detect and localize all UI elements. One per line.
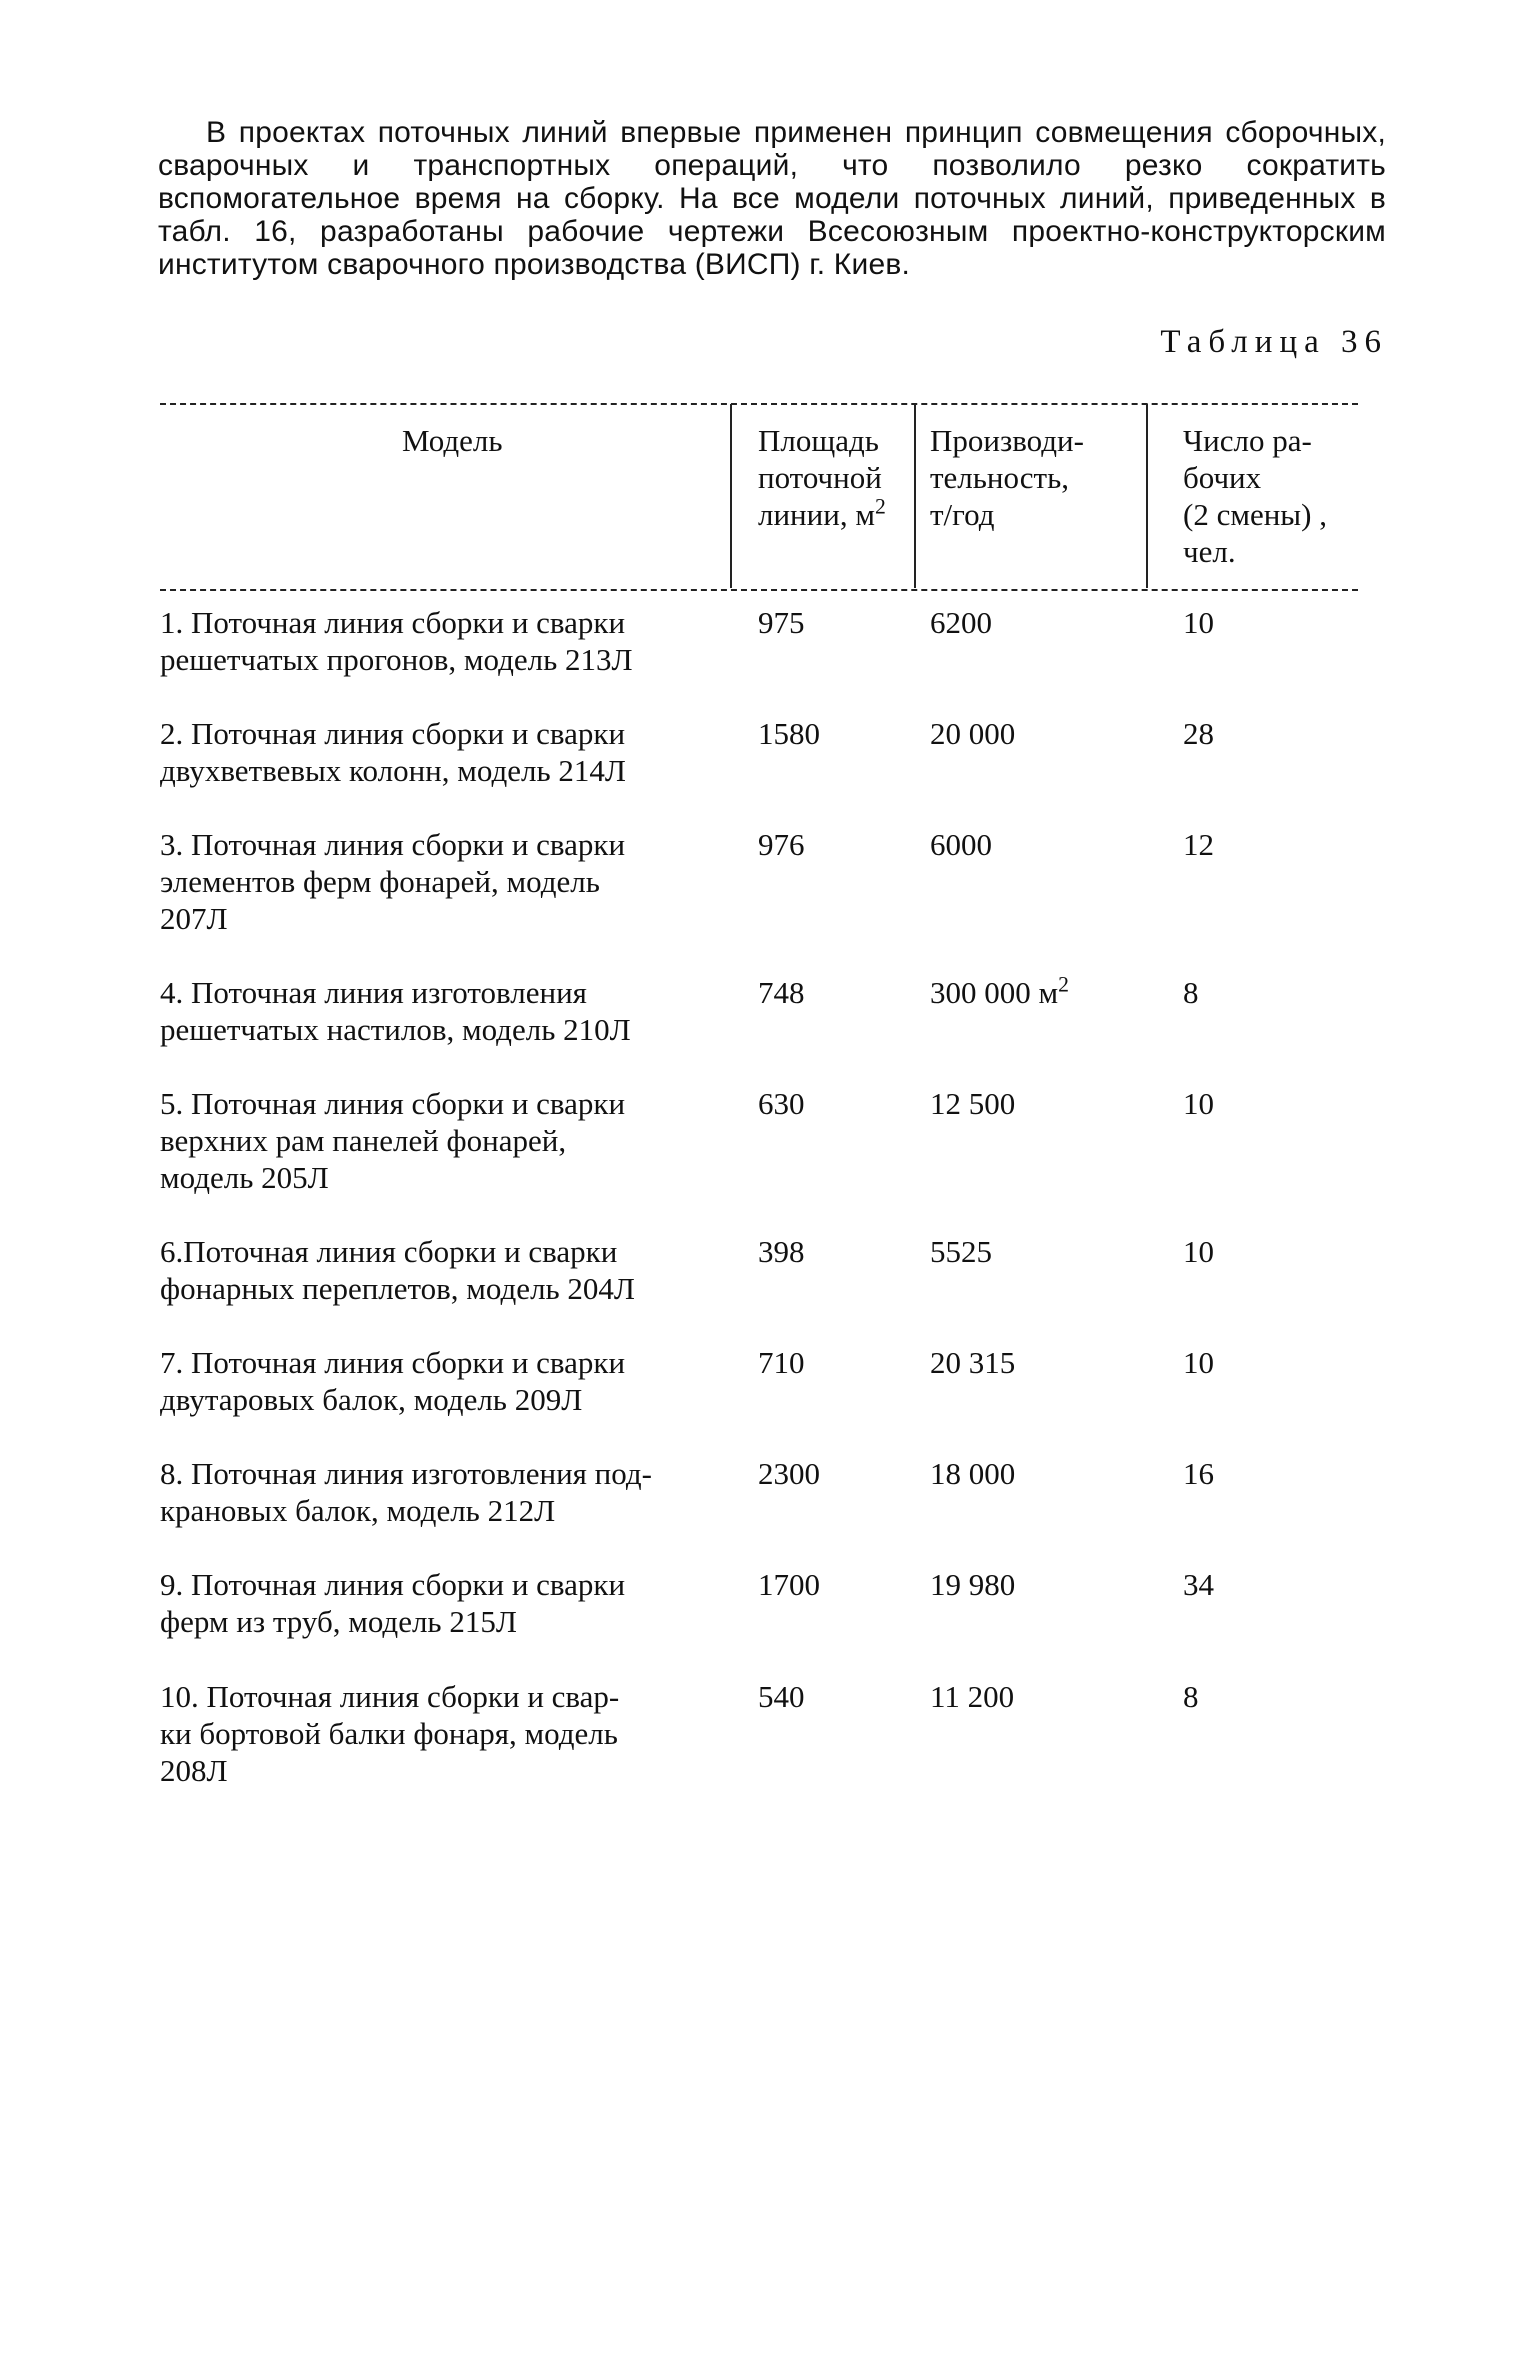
- row-productivity-value: 20 000: [930, 716, 1016, 751]
- row-model: [160, 715, 735, 789]
- row-productivity: [930, 1344, 1015, 1381]
- row-productivity: [930, 1566, 1015, 1603]
- column-divider-3: [1146, 404, 1148, 588]
- header-productivity-line-3: т/год: [930, 497, 995, 532]
- row-workers: 34: [1183, 1567, 1214, 1602]
- row-productivity-value: 11 200: [930, 1679, 1015, 1714]
- row-productivity-value: 5525: [930, 1234, 992, 1269]
- row-model-line: 2. Поточная линия сборки и сварки: [160, 716, 626, 751]
- table-header-rule: [160, 589, 1358, 591]
- row-productivity: [930, 1455, 1015, 1492]
- row-model-line: фонарных переплетов, модель 204Л: [160, 1271, 635, 1306]
- row-model-line: 10. Поточная линия сборки и свар-: [160, 1679, 620, 1714]
- intro-paragraph: В проектах поточных линий впервые применен принцип совмещения сборочных, сварочных и транспортных операций, что позволило резко сократить вспомогательное время на сборку. На все модели поточных линий, приведенных в табл. 16, разработаны рабочие чертежи Всесоюзным проектно-конструкторским институтом сварочного производства (ВИСП) г. Киев.: [158, 116, 1386, 281]
- row-model-line: ки бортовой балки фонаря, модель: [160, 1716, 618, 1751]
- row-model-line: 8. Поточная линия изготовления под-: [160, 1456, 652, 1491]
- row-workers: 8: [1183, 975, 1199, 1010]
- row-workers: 16: [1183, 1456, 1214, 1491]
- row-model-line: 207Л: [160, 901, 228, 936]
- row-model-line: 3. Поточная линия сборки и сварки: [160, 827, 626, 862]
- row-productivity-value: 12 500: [930, 1086, 1016, 1121]
- row-productivity: [930, 715, 1015, 752]
- row-workers: 10: [1183, 1234, 1214, 1269]
- row-area: 975: [758, 605, 805, 640]
- header-model: Модель: [402, 423, 503, 458]
- row-model-line: 4. Поточная линия изготовления: [160, 975, 587, 1010]
- row-model-line: верхних рам панелей фонарей,: [160, 1123, 567, 1158]
- row-area: 748: [758, 975, 805, 1010]
- row-model-line: решетчатых настилов, модель 210Л: [160, 1012, 631, 1047]
- header-area-text: линии, м: [758, 497, 875, 532]
- row-model: [160, 974, 735, 1048]
- row-model-line: модель 205Л: [160, 1160, 329, 1195]
- row-productivity: [930, 604, 992, 641]
- row-productivity: [930, 1678, 1014, 1715]
- header-workers-line-4: чел.: [1183, 534, 1236, 569]
- row-model-line: 1. Поточная линия сборки и сварки: [160, 605, 626, 640]
- row-area: 540: [758, 1679, 805, 1714]
- table-title: Таблица 36: [1160, 324, 1388, 360]
- row-workers: 12: [1183, 827, 1214, 862]
- row-model-line: 6.Поточная линия сборки и сварки: [160, 1234, 618, 1269]
- row-area: 1580: [758, 716, 820, 751]
- row-productivity-value: 19 980: [930, 1567, 1016, 1602]
- row-productivity-superscript: 2: [1058, 972, 1069, 997]
- row-model-line: 7. Поточная линия сборки и сварки: [160, 1345, 626, 1380]
- row-productivity-value: 18 000: [930, 1456, 1016, 1491]
- row-workers: 10: [1183, 1345, 1214, 1380]
- row-workers: 10: [1183, 1086, 1214, 1121]
- row-productivity-value: 6000: [930, 827, 992, 862]
- column-divider-2: [914, 404, 916, 588]
- header-productivity-line-1: Производи-: [930, 423, 1084, 458]
- row-model-line: крановых балок, модель 212Л: [160, 1493, 556, 1528]
- row-productivity-value: 20 315: [930, 1345, 1016, 1380]
- row-model: [160, 1455, 735, 1529]
- header-productivity: [930, 422, 1084, 533]
- header-area-line-1: Площадь: [758, 423, 879, 458]
- row-model: [160, 604, 735, 678]
- header-area-line-3: [758, 496, 886, 533]
- header-workers-line-3: (2 смены) ,: [1183, 497, 1327, 532]
- header-workers-line-2: бочих: [1183, 460, 1262, 495]
- row-model: [160, 1678, 735, 1789]
- row-productivity: [930, 826, 992, 863]
- row-productivity: [930, 1233, 992, 1270]
- row-model-line: 9. Поточная линия сборки и сварки: [160, 1567, 626, 1602]
- row-area: 630: [758, 1086, 805, 1121]
- row-productivity: [930, 974, 1069, 1011]
- header-productivity-line-2: тельность,: [930, 460, 1069, 495]
- row-workers: 28: [1183, 716, 1214, 751]
- header-area: [758, 422, 886, 533]
- row-workers: 8: [1183, 1679, 1199, 1714]
- row-workers: 10: [1183, 605, 1214, 640]
- row-model-line: 5. Поточная линия сборки и сварки: [160, 1086, 626, 1121]
- row-area: 2300: [758, 1456, 820, 1491]
- row-model-line: элементов ферм фонарей, модель: [160, 864, 600, 899]
- row-model-line: двухветвевых колонн, модель 214Л: [160, 753, 626, 788]
- row-model: [160, 826, 735, 937]
- row-area: 1700: [758, 1567, 820, 1602]
- row-productivity: [930, 1085, 1015, 1122]
- row-productivity-value: 300 000 м: [930, 975, 1059, 1010]
- row-model-line: 208Л: [160, 1753, 228, 1788]
- row-area: 710: [758, 1345, 805, 1380]
- row-productivity-value: 6200: [930, 605, 992, 640]
- column-divider-1: [730, 404, 732, 588]
- table-top-rule: [160, 403, 1358, 405]
- header-area-line-2: поточной: [758, 460, 882, 495]
- row-model: [160, 1344, 735, 1418]
- row-model-line: ферм из труб, модель 215Л: [160, 1604, 517, 1639]
- row-model: [160, 1085, 735, 1196]
- header-workers: [1183, 422, 1327, 570]
- row-area: 398: [758, 1234, 805, 1269]
- header-workers-line-1: Число ра-: [1183, 423, 1312, 458]
- row-model-line: решетчатых прогонов, модель 213Л: [160, 642, 633, 677]
- row-model: [160, 1233, 735, 1307]
- row-model: [160, 1566, 735, 1640]
- row-area: 976: [758, 827, 805, 862]
- header-area-superscript: 2: [874, 494, 886, 519]
- row-model-line: двутаровых балок, модель 209Л: [160, 1382, 583, 1417]
